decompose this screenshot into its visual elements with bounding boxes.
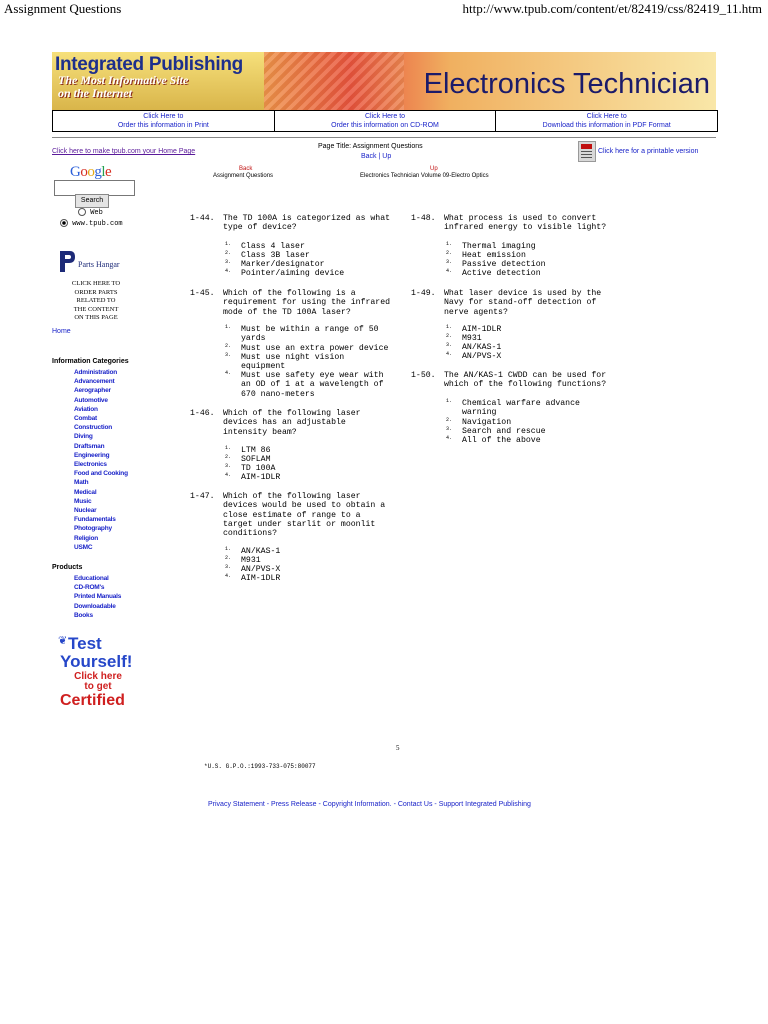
page-number: 5 (396, 744, 400, 752)
order-cdrom-line-2: Order this information on CD-ROM (331, 122, 439, 129)
nav-up-title: Electronics Technician Volume 09-Electro Optics (360, 173, 489, 179)
sidebar-item-math[interactable]: Math (74, 479, 89, 487)
question-text-1-48 (444, 214, 606, 233)
order-parts-line-4: THE CONTENT (73, 305, 119, 313)
sidebar-item-diving[interactable]: Diving (74, 433, 93, 441)
option-1-49-3: 3. AN/KAS-1 (446, 342, 502, 352)
option-text: Search and rescue (462, 427, 546, 436)
search-web-option[interactable] (78, 208, 103, 217)
products-list (74, 574, 121, 620)
question-text-line: The AN/KAS-1 CWDD can be used for (444, 371, 607, 380)
divider (52, 137, 716, 138)
question-text-line: What laser device is used by the (444, 289, 602, 298)
question-number-1-45: 1-45. (190, 289, 215, 298)
nav-back-title: Assignment Questions (213, 173, 274, 179)
product-printed-manuals[interactable]: Printed Manuals (74, 593, 122, 601)
sidebar-item-nuclear[interactable]: Nuclear (74, 507, 97, 515)
option-text: M931 (462, 334, 482, 343)
question-text-line: devices has an adjustable (223, 418, 346, 428)
order-cdrom-line-1: Click Here to (364, 113, 406, 120)
option-1-44-4: 4. Pointer/aiming device (225, 268, 345, 278)
option-text: Must use night vision (241, 353, 345, 362)
order-parts-link[interactable] (56, 280, 136, 323)
page-title-label: Page Title: Assignment Questions (318, 143, 423, 150)
integrated-publishing-logo[interactable] (52, 52, 264, 110)
option-1-47-2: 2. M931 (225, 555, 261, 565)
sidebar-item-administration[interactable]: Administration (74, 369, 118, 376)
option-1-46-1: 1. LTM 86 (225, 445, 271, 455)
order-bar (52, 110, 718, 132)
option-text: LTM 86 (241, 446, 271, 455)
option-text: Chemical warfare advance (462, 399, 580, 408)
option-text: AIM-1DLR (462, 325, 502, 334)
google-search-button[interactable]: Search (75, 194, 109, 208)
option-1-45-2: 2. Must use an extra power device (225, 343, 389, 353)
nav-up-link[interactable]: Up (430, 166, 438, 172)
option-1-45-4: 4. Must use safety eye wear with an OD of 1 at a wavelength of 670 nano-meters (225, 370, 384, 399)
option-text: Navigation (462, 418, 512, 427)
option-1-47-4: 4. AIM-1DLR (225, 573, 281, 583)
sidebar-item-electronics[interactable]: Electronics (74, 461, 107, 469)
question-text-line: target under starlit or moonlit (223, 519, 376, 529)
site-title: Electronics Technician (423, 68, 710, 100)
printable-version-label: Click here for a printable version (598, 148, 699, 155)
option-text: Must use an extra power device (241, 344, 389, 353)
option-text: Thermal imaging (462, 242, 536, 251)
back-link[interactable]: Back (361, 153, 377, 160)
option-text: AN/PVS-X (462, 352, 502, 361)
pdf-icon (578, 141, 596, 162)
sidebar-item-aerographer[interactable]: Aerographer (74, 387, 111, 395)
browser-url: http://www.tpub.com/content/et/82419/css/82419_11.htm (462, 1, 762, 16)
up-link[interactable]: Up (382, 153, 392, 160)
option-1-48-3: 3. Passive detection (446, 259, 546, 269)
parts-hangar-icon (58, 249, 76, 273)
option-1-50-3: 3. Search and rescue (446, 426, 546, 436)
logo-title: Integrated Publishing (55, 54, 243, 75)
option-text: Must be within a range of 50 (241, 325, 379, 334)
question-text-line: Which of the following laser (223, 409, 361, 418)
option-1-49-2: 2. M931 (446, 333, 482, 343)
parts-hangar-logo[interactable] (58, 249, 138, 275)
option-text: Class 3B laser (241, 251, 310, 260)
question-text-line: devices would be used to obtain a (223, 501, 386, 511)
option-1-50-4: 4. All of the above (446, 435, 541, 445)
option-1-49-1: 1. AIM-1DLR (446, 324, 502, 334)
option-1-45-1: 1. Must be within a range of 50 yards (225, 324, 379, 344)
sidebar-item-automotive[interactable]: Automotive (74, 396, 108, 404)
option-text: Must use safety eye wear with (241, 371, 384, 380)
option-text: Passive detection (462, 260, 546, 269)
option-text: Marker/designator (241, 260, 325, 269)
product-downloadable[interactable]: Downloadable (74, 602, 116, 610)
sidebar-item-photography[interactable]: Photography (74, 525, 112, 533)
question-text-1-45 (223, 289, 390, 317)
question-text-1-47 (223, 492, 385, 538)
option-1-44-1: 1. Class 4 laser (225, 241, 305, 251)
option-text: Heat emission (462, 251, 526, 260)
sidebar-item-medical[interactable]: Medical (74, 488, 97, 496)
order-cdrom-link[interactable] (275, 111, 497, 131)
ad-certified: Certified (60, 692, 125, 709)
option-text: equipment (241, 362, 286, 372)
option-1-44-2: 2. Class 3B laser (225, 250, 310, 260)
sidebar-item-religion[interactable]: Religion (74, 534, 99, 542)
browser-page-title: Assignment Questions (4, 1, 122, 16)
info-categories-heading: Information Categories (52, 358, 129, 365)
test-yourself-ad[interactable] (56, 632, 136, 712)
site-banner[interactable] (52, 52, 716, 110)
question-number-1-50: 1-50. (411, 371, 436, 380)
nav-back-link[interactable]: Back (239, 166, 253, 172)
question-text-line: Which of the following laser (223, 492, 361, 501)
sidebar-item-food-and-cooking[interactable]: Food and Cooking (74, 470, 128, 478)
question-text-line: nerve agents? (444, 307, 508, 317)
ad-test: Test (68, 634, 102, 653)
question-text-line: which of the following functions? (444, 380, 607, 390)
download-pdf-line-1: Click Here to (586, 113, 627, 120)
sidebar-item-engineering[interactable]: Engineering (74, 451, 110, 459)
option-1-46-3: 3. TD 100A (225, 463, 276, 473)
sidebar-item-advancement[interactable]: Advancement (74, 378, 115, 386)
option-1-46-4: 4. AIM-1DLR (225, 472, 281, 482)
question-number-1-48: 1-48. (411, 214, 436, 223)
option-text: M931 (241, 556, 261, 565)
question-text-1-46 (223, 409, 361, 437)
question-number-1-49: 1-49. (411, 289, 436, 298)
option-text: AIM-1DLR (241, 473, 281, 482)
product-books[interactable]: Books (74, 611, 93, 619)
option-1-48-1: 1. Thermal imaging (446, 241, 536, 251)
question-text-line: mode of the TD 100A laser? (223, 307, 351, 317)
download-pdf-link[interactable] (496, 111, 717, 131)
order-print-link[interactable] (53, 111, 275, 131)
logo-subtitle-line-2: on the Internet (58, 86, 133, 100)
option-1-46-2: 2. SOFLAM (225, 454, 271, 464)
radio-tpub[interactable] (60, 219, 68, 227)
option-text: SOFLAM (241, 455, 271, 464)
sidebar-item-fundamentals[interactable]: Fundamentals (74, 516, 116, 524)
search-tpub-option[interactable] (60, 219, 123, 228)
ad-yourself: Yourself! (60, 652, 133, 671)
question-text-1-50 (444, 371, 606, 390)
sidebar-item-aviation[interactable]: Aviation (74, 405, 98, 413)
option-1-45-3: 3. Must use night vision equipment (225, 352, 345, 372)
question-text-line: requirement for using the infrared (223, 298, 391, 308)
option-text: All of the above (462, 436, 541, 445)
option-text: Active detection (462, 269, 541, 278)
search-tpub-label: www.tpub.com (72, 219, 123, 228)
option-text: AN/PVS-X (241, 565, 281, 574)
option-text: yards (241, 334, 266, 344)
option-1-49-4: 4. AN/PVS-X (446, 351, 502, 361)
footer-links[interactable]: Privacy Statement - Press Release - Copyright Information. - Contact Us - Support Integrated Publishing (208, 801, 531, 808)
question-text-line: close estimate of range to a (223, 510, 361, 520)
order-parts-line-2: ORDER PARTS (74, 288, 118, 296)
option-text: AN/KAS-1 (241, 547, 281, 556)
order-print-line-2: Order this information in Print (117, 122, 209, 129)
product-educational[interactable]: Educational (74, 575, 109, 582)
option-1-47-1: 1. AN/KAS-1 (225, 546, 281, 556)
question-text-line: conditions? (223, 529, 278, 539)
order-parts-line-3: RELATED TO (76, 297, 116, 304)
option-1-50-1: 1. Chemical warfare advance warning (446, 398, 580, 418)
circuit-board-graphic (264, 52, 404, 110)
google-logo: Google (70, 164, 112, 180)
option-1-44-3: 3. Marker/designator (225, 259, 325, 269)
parts-hangar-name: Parts Hangar (78, 260, 120, 269)
option-text: 670 nano-meters (241, 389, 315, 399)
option-text: AIM-1DLR (241, 574, 281, 583)
question-text-1-49 (444, 289, 601, 317)
option-1-47-3: 3. AN/PVS-X (225, 564, 281, 574)
question-number-1-44: 1-44. (190, 214, 215, 223)
sidebar-item-draftsman[interactable]: Draftsman (74, 442, 105, 450)
sidebar-item-combat[interactable]: Combat (74, 415, 97, 423)
search-web-label: Web (90, 208, 103, 217)
sidebar-category-list (74, 368, 128, 552)
download-pdf-line-2: Download this information in PDF Format (542, 122, 671, 129)
question-text-line: The TD 100A is categorized as what (223, 214, 391, 223)
sidebar-item-music[interactable]: Music (74, 497, 92, 505)
sidebar-home-link[interactable]: Home (52, 328, 71, 335)
ad-click-here (70, 672, 126, 692)
order-print-line-1: Click Here to (143, 113, 184, 120)
gpo-note: *U.S. G.P.O.:1993-733-075:80077 (204, 763, 316, 770)
order-parts-line-1: CLICK HERE TO (71, 280, 121, 287)
question-text-line: Which of the following is a (223, 289, 356, 298)
radio-web[interactable] (78, 208, 86, 216)
products-heading: Products (52, 564, 83, 571)
order-parts-line-5: ON THIS PAGE (74, 314, 118, 321)
question-text-line: Navy for stand-off detection of (444, 298, 597, 308)
option-text: AN/KAS-1 (462, 343, 502, 352)
question-text-line: intensity beam? (223, 427, 297, 437)
product-cd-roms[interactable]: CD-ROM's (74, 584, 105, 592)
question-number-1-46: 1-46. (190, 409, 215, 418)
bird-icon: ❦ (58, 635, 68, 647)
question-number-1-47: 1-47. (190, 492, 215, 501)
option-text: warning (462, 408, 497, 418)
option-text: an OD of 1 at a wavelength of (241, 380, 384, 390)
sidebar-item-usmc[interactable]: USMC (74, 543, 93, 551)
option-1-50-2: 2. Navigation (446, 417, 512, 427)
option-text: TD 100A (241, 464, 276, 473)
back-up-links (361, 153, 391, 160)
sidebar-item-construction[interactable]: Construction (74, 424, 113, 432)
ad-click-here-line: Click here (74, 671, 122, 682)
question-text-line: type of device? (223, 223, 297, 233)
option-text: Class 4 laser (241, 242, 305, 251)
option-1-48-4: 4. Active detection (446, 268, 541, 278)
question-text-line: infrared energy to visible light? (444, 223, 607, 233)
question-text-line: What process is used to convert (444, 214, 597, 223)
logo-subtitle-line-1: The Most Informative Site (58, 73, 189, 87)
logo-subtitle (58, 74, 188, 100)
printable-version-link[interactable] (578, 141, 698, 162)
question-text-1-44 (223, 214, 390, 233)
make-homepage-link[interactable]: Click here to make tpub.com your Home Page (52, 148, 196, 155)
separator: | (378, 153, 381, 160)
option-text: Pointer/aiming device (241, 269, 345, 278)
option-1-48-2: 2. Heat emission (446, 250, 526, 260)
ad-to-get-line: to get (84, 681, 112, 692)
